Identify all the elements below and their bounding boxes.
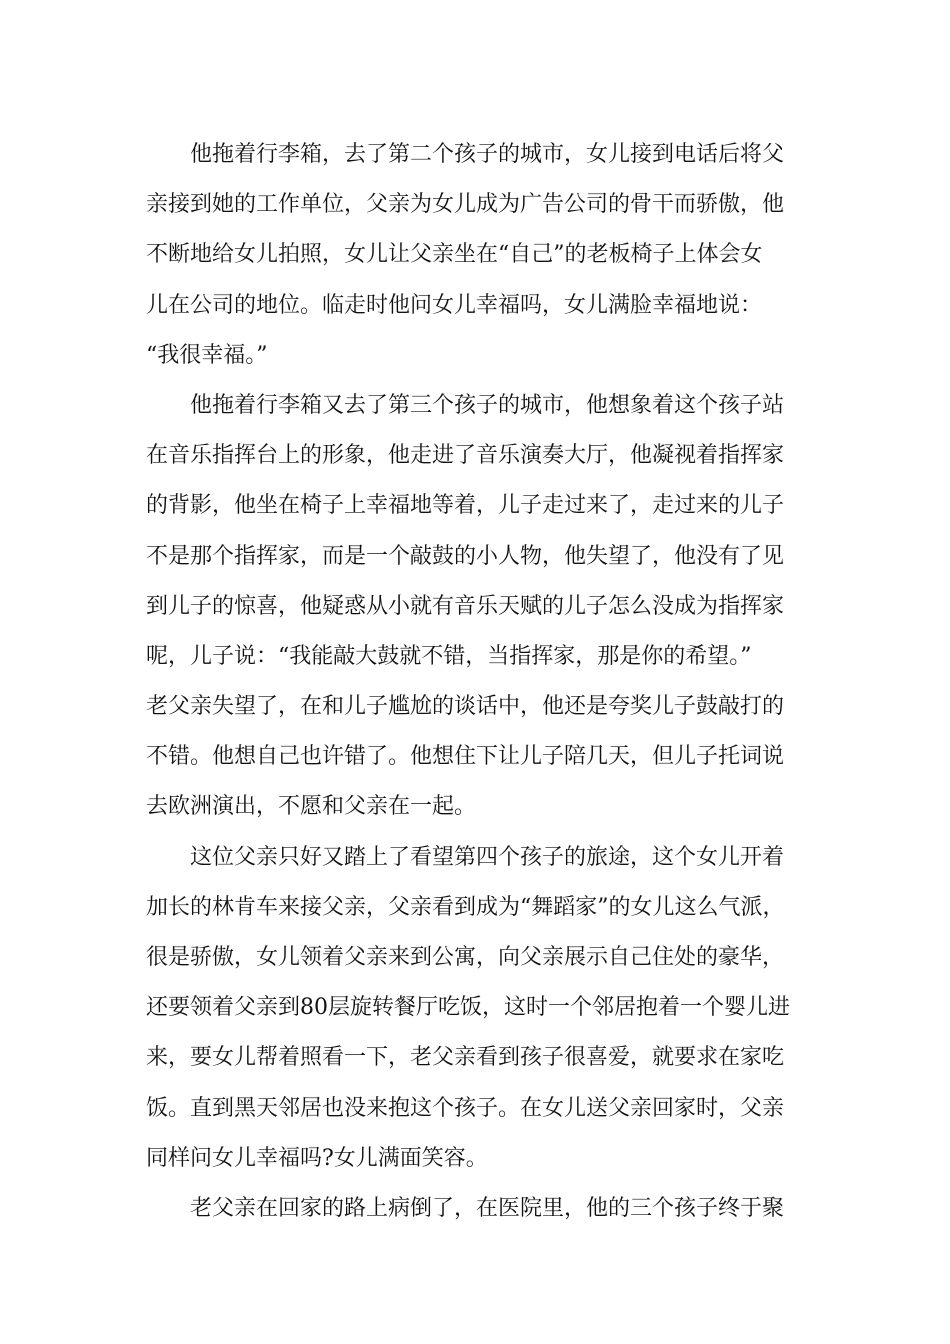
paragraph-line: 老父亲失望了，在和儿子尴尬的谈话中，他还是夸奖儿子鼓敲打的 [146, 694, 785, 720]
paragraph-line: 呢，儿子说：“我能敲大鼓就不错，当指挥家，那是你的希望。” [146, 643, 752, 669]
paragraph-line: 他拖着行李箱，去了第二个孩子的城市，女儿接到电话后将父 [190, 142, 785, 167]
paragraph-line: 不是那个指挥家，而是一个敲鼓的小人物，他失望了，他没有了见 [146, 543, 785, 569]
paragraph-line: 不断地给女儿拍照，女儿让父亲坐在“自己”的老板椅子上体会女 [146, 242, 763, 268]
paragraph-line: “我很幸福。” [146, 342, 268, 368]
paragraph-line: 儿在公司的地位。临走时他问女儿幸福吗，女儿满脸幸福地说： [146, 292, 763, 318]
paragraph-line: 亲接到她的工作单位，父亲为女儿成为广告公司的骨干而骄傲，他 [146, 192, 785, 218]
document-body [146, 130, 832, 1234]
paragraph-line: 的背影，他坐在椅子上幸福地等着，儿子走过来了，走过来的儿子 [146, 493, 785, 519]
paragraph-line: 加长的林肯车来接父亲，父亲看到成为“舞蹈家”的女儿这么气派， [146, 894, 785, 920]
paragraph-line: 来，要女儿帮着照看一下，老父亲看到孩子很喜爱，就要求在家吃 [146, 1045, 785, 1071]
paragraph-line: 去欧洲演出，不愿和父亲在一起。 [146, 794, 477, 820]
paragraph-line: 还要领着父亲到80层旋转餐厅吃饭，这时一个邻居抱着一个婴儿进 [146, 995, 790, 1021]
paragraph-line: 很是骄傲，女儿领着父亲来到公寓，向父亲展示自己住处的豪华， [146, 945, 785, 970]
paragraph-line: 这位父亲只好又踏上了看望第四个孩子的旅途，这个女儿开着 [190, 844, 785, 870]
paragraph-line: 老父亲在回家的路上病倒了，在医院里，他的三个孩子终于聚 [190, 1195, 785, 1221]
paragraph-line: 饭。直到黑天邻居也没来抱这个孩子。在女儿送父亲回家时，父亲 [146, 1095, 785, 1121]
paragraph-line: 他拖着行李箱又去了第三个孩子的城市，他想象着这个孩子站 [190, 392, 785, 418]
paragraph-line: 不错。他想自己也许错了。他想住下让儿子陪几天，但儿子托词说 [146, 744, 785, 770]
paragraph-line: 在音乐指挥台上的形象，他走进了音乐演奏大厅，他凝视着指挥家 [146, 443, 785, 469]
paragraph-line: 同样问女儿幸福吗?女儿满面笑容。 [146, 1145, 488, 1171]
paragraph-line: 到儿子的惊喜，他疑惑从小就有音乐天赋的儿子怎么没成为指挥家 [146, 593, 785, 619]
